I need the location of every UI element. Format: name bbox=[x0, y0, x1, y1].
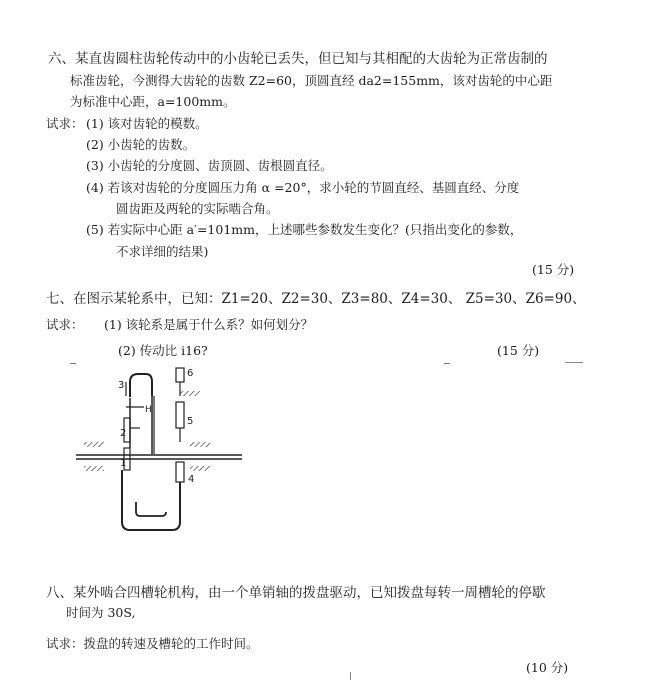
q6-item-5b: 不求详细的结果) bbox=[116, 244, 209, 259]
lower-link bbox=[122, 470, 180, 530]
label-3: 3 bbox=[118, 380, 125, 391]
q6-item-4a: (4) 若该对齿轮的分度圆压力角 α =20°，求小轮的节圆直经、基圆直经、分度 bbox=[86, 180, 520, 195]
q6-line-2: 标准齿轮，今测得大齿轮的齿数 Z2=60，顶圆直经 da2=155mm，该对齿轮的中心距 bbox=[70, 73, 553, 88]
gear-4 bbox=[176, 462, 184, 482]
frame-support-left-bottom bbox=[84, 466, 104, 471]
gear-5 bbox=[176, 402, 184, 428]
q6-item-1: (1) 该对齿轮的模数。 bbox=[86, 116, 208, 131]
q6-line-1: 六、某直齿圆柱齿轮传动中的小齿轮已丢失，但已知与其相配的大齿轮为正常齿制的 bbox=[48, 51, 548, 67]
q7-item-1: (1) 该轮系是属于什么系？如何划分？ bbox=[104, 317, 314, 332]
frame-support-right-bottom bbox=[190, 466, 210, 471]
label-h: H bbox=[145, 405, 152, 415]
q6-item-5a: (5) 若实际中心距 a′=101mm，上述哪些参数发生变化？(只指出变化的参数， bbox=[86, 222, 523, 237]
gear-6 bbox=[176, 368, 184, 382]
label-5: 5 bbox=[187, 416, 194, 427]
frame-support-upper bbox=[180, 391, 200, 396]
q8-score: (10 分) bbox=[526, 660, 569, 675]
scan-mark bbox=[565, 362, 583, 363]
q6-item-3: (3) 小齿轮的分度圆、齿顶圆、齿根圆直径。 bbox=[86, 158, 333, 173]
q6-line-3: 为标准中心距，a=100mm。 bbox=[70, 94, 236, 109]
gear-train-diagram bbox=[70, 362, 250, 542]
q8-line-1: 八、某外啮合四槽轮机构，由一个单销轴的拨盘驱动，已知拨盘每转一周槽轮的停歇 bbox=[46, 585, 546, 601]
label-6: 6 bbox=[187, 368, 194, 379]
q8-ask: 试求：拨盘的转速及槽轮的工作时间。 bbox=[46, 636, 259, 651]
ring-gear-3 bbox=[130, 374, 152, 397]
q6-score: (15 分) bbox=[532, 262, 575, 277]
q7-ask-label: 试求： bbox=[46, 317, 84, 332]
label-4: 4 bbox=[188, 474, 195, 485]
q7-item-2: (2) 传动比 i16? bbox=[118, 343, 208, 358]
label-1: 1 bbox=[120, 458, 127, 469]
frame-support-left-top bbox=[84, 442, 104, 447]
scan-mark bbox=[444, 363, 450, 364]
q7-line-1: 七、在图示某轮系中，已知：Z1=20、Z2=30、Z3=80、Z4=30、 Z5=30、Z6=90、 bbox=[46, 291, 586, 307]
q7-score: (15 分) bbox=[497, 343, 540, 358]
q6-item-4b: 圆齿距及两轮的实际啮合角。 bbox=[116, 201, 279, 216]
scan-mark bbox=[350, 672, 351, 680]
q6-ask-label: 试求： bbox=[46, 116, 84, 131]
q6-item-2: (2) 小齿轮的齿数。 bbox=[86, 137, 196, 152]
label-2: 2 bbox=[120, 428, 127, 439]
frame-support-right-top bbox=[190, 442, 210, 447]
q8-line-2: 时间为 30S, bbox=[66, 605, 136, 620]
